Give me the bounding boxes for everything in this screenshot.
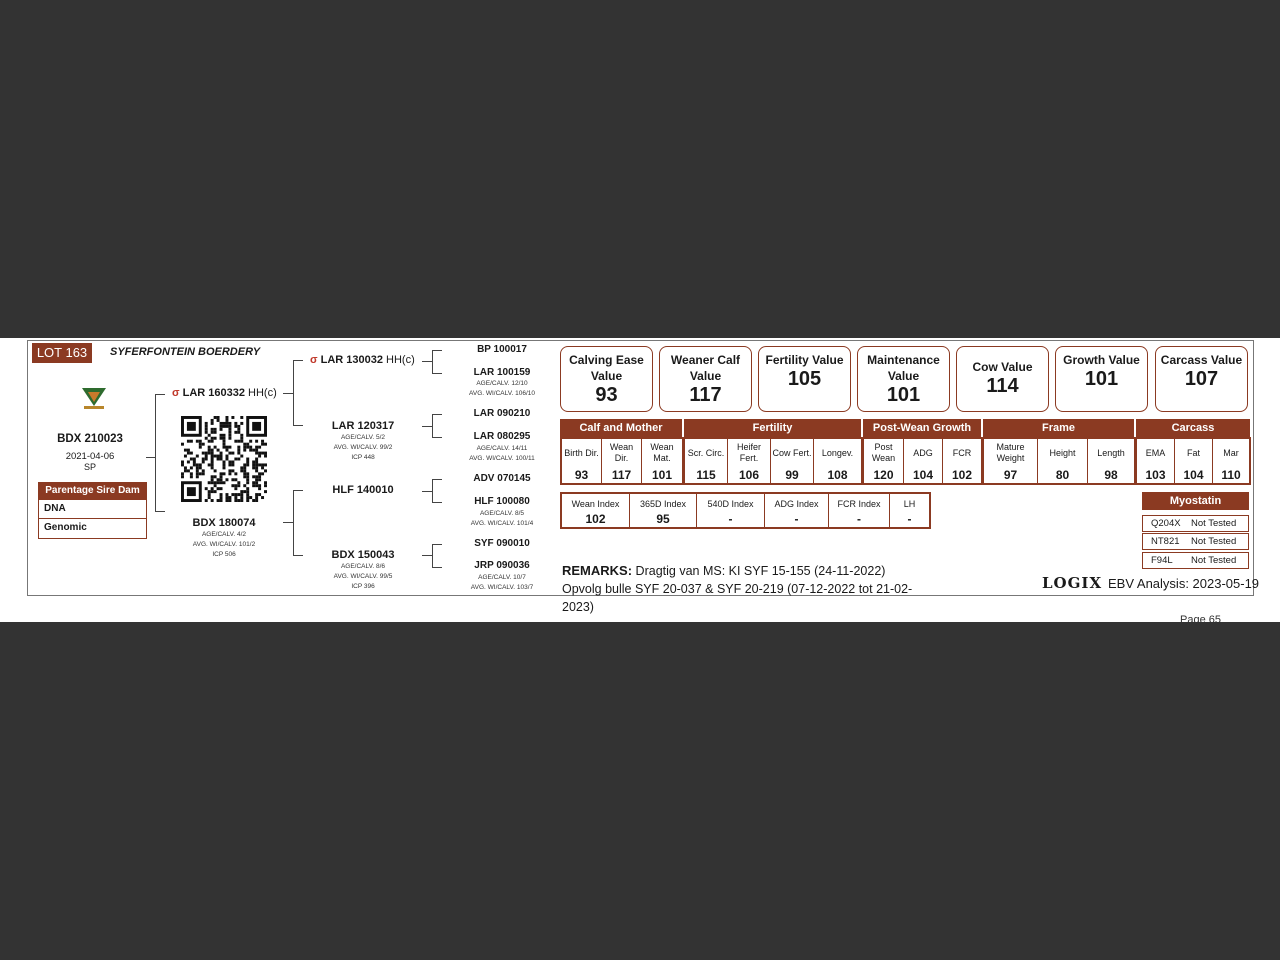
dam-name: BDX 180074 [192, 517, 256, 529]
animal-type: SP [83, 462, 96, 472]
ebv-group-carcass [1135, 437, 1251, 485]
sigma-hh-icon: σ [310, 354, 318, 366]
trait-mature-weight: Mature Weight 97 [984, 439, 1038, 483]
trait-fcr: FCR 102 [951, 447, 973, 482]
sdd-name: LAR 080295 [473, 431, 531, 442]
ssd-name: LAR 100159 [473, 367, 531, 378]
page-number: Page 65 [1180, 614, 1221, 626]
dd-name: BDX 150043 [331, 549, 395, 561]
ebv-analysis-date: EBV Analysis: 2023-05-19 [1108, 576, 1260, 591]
trait-post-wean: Post Wean 120 [864, 439, 904, 483]
trait-mar: Mar 110 [1221, 447, 1241, 482]
dd-line-3: ICP 396 [351, 583, 375, 590]
trait-length: Length 98 [1097, 447, 1125, 482]
remarks-text: Dragtig van MS: KI SYF 15-155 (24-11-2022) Opvolg bulle SYF 20-037 & SYF 20-219 (07-12-2022 tot 21-02-2023) [562, 564, 913, 614]
sd-line-3: ICP 448 [351, 454, 375, 461]
group-header-frame: Frame [983, 419, 1134, 437]
trait-heifer-fert: Heifer Fert. 106 [728, 439, 771, 483]
trait-adg: ADG 104 [904, 439, 943, 483]
group-header-calf-mother: Calf and Mother [560, 419, 682, 437]
ss-name: σ LAR 130032 HH(c) [310, 354, 415, 366]
group-header-fertility: Fertility [684, 419, 861, 437]
sd-line-2: AVG. WI/CALV. 99/2 [333, 444, 393, 451]
index-365d: 365D Index 95 [630, 494, 697, 527]
trait-fat: Fat 104 [1175, 439, 1213, 483]
ssd-line-2: AVG. WI/CALV. 106/10 [469, 390, 535, 397]
value-box-weaner-calf: Weaner Calf Value 117 [659, 346, 752, 412]
farm-name: SYFERFONTEIN BOERDERY [110, 346, 261, 358]
farm-logo-icon [78, 384, 110, 412]
value-box-calving-ease: Calving Ease Value 93 [560, 346, 653, 412]
index-lh: LH - [903, 499, 916, 526]
ddd-line-2: AVG. WI/CALV. 103/7 [470, 584, 534, 591]
qr-code-icon [181, 416, 267, 502]
trait-ema: EMA 103 [1137, 439, 1175, 483]
index-adg: ADG Index - [765, 494, 829, 527]
value-box-cow: Cow Value 114 [956, 346, 1049, 412]
group-header-carcass: Carcass [1136, 419, 1250, 437]
trait-longev: Longev. 108 [821, 447, 854, 482]
sigma-hh-icon: σ [172, 387, 180, 399]
remarks [562, 562, 922, 616]
logix-logo: LOGIX [1042, 574, 1103, 592]
myostatin-row: Q204X Not Tested [1142, 515, 1249, 532]
myostatin-row: F94L Not Tested [1142, 552, 1249, 569]
trait-wean-mat: Wean Mat. 101 [650, 442, 674, 482]
sdd-line-2: AVG. WI/CALV. 100/11 [469, 455, 535, 462]
remarks-label: REMARKS: [562, 563, 633, 578]
group-header-post-wean: Post-Wean Growth [863, 419, 981, 437]
ddd-name: JRP 090036 [474, 560, 530, 571]
value-box-carcass: Carcass Value 107 [1155, 346, 1248, 412]
index-fcr: FCR Index - [829, 494, 890, 527]
index-540d: 540D Index - [697, 494, 765, 527]
trait-scr-circ: Scr. Circ. 115 [685, 439, 728, 483]
myostatin-header: Myostatin [1142, 492, 1249, 510]
ddd-line-1: AGE/CALV. 10/7 [478, 574, 526, 581]
sd-line-1: AGE/CALV. 5/2 [340, 434, 386, 441]
dd-line-1: AGE/CALV. 8/6 [340, 563, 386, 570]
dss-name: ADV 070145 [473, 473, 531, 484]
parentage-row: DNA [39, 499, 146, 518]
dds-name: SYF 090010 [474, 538, 530, 549]
dam-line-3: ICP 506 [212, 551, 236, 558]
dd-line-2: AVG. WI/CALV. 99/5 [333, 573, 393, 580]
trait-birth-dir: Birth Dir. 93 [562, 439, 602, 483]
parentage-box [38, 482, 147, 539]
index-table [560, 492, 931, 529]
dam-line-1: AGE/CALV. 4/2 [201, 531, 247, 538]
ebv-group-frame [982, 437, 1136, 485]
myostatin-row: NT821 Not Tested [1142, 533, 1249, 550]
trait-wean-dir: Wean Dir. 117 [602, 439, 642, 483]
ds-name: HLF 140010 [332, 484, 394, 496]
index-wean: Wean Index 102 [562, 494, 630, 527]
parentage-row: Genomic [39, 518, 146, 537]
trait-height: Height 80 [1038, 439, 1088, 483]
sd-name: LAR 120317 [331, 420, 395, 432]
sire-name: σ LAR 160332 HH(c) [172, 387, 277, 399]
ebv-group-post-wean [862, 437, 983, 485]
parentage-header: Parentage Sire Dam [39, 483, 146, 499]
value-box-fertility: Fertility Value 105 [758, 346, 851, 412]
ebv-group-fertility [683, 437, 863, 485]
dsd-line-2: AVG. WI/CALV. 101/4 [470, 520, 534, 527]
trait-cow-fert: Cow Fert. 99 [771, 439, 814, 483]
dsd-line-1: AGE/CALV. 8/5 [479, 510, 525, 517]
value-box-maintenance: Maintenance Value 101 [857, 346, 950, 412]
ssd-line-1: AGE/CALV. 12/10 [476, 380, 528, 387]
animal-id: BDX 210023 [57, 433, 123, 445]
lot-badge: LOT 163 [32, 343, 92, 363]
dsd-name: HLF 100080 [474, 496, 530, 507]
dam-line-2: AVG. WI/CALV. 101/2 [192, 541, 256, 548]
sdd-line-1: AGE/CALV. 14/11 [476, 445, 528, 452]
value-box-growth: Growth Value 101 [1055, 346, 1148, 412]
birth-date: 2021-04-06 [65, 451, 115, 462]
ebv-group-calf-mother [560, 437, 684, 485]
sss-name: BP 100017 [477, 344, 527, 355]
sds-name: LAR 090210 [473, 408, 531, 419]
